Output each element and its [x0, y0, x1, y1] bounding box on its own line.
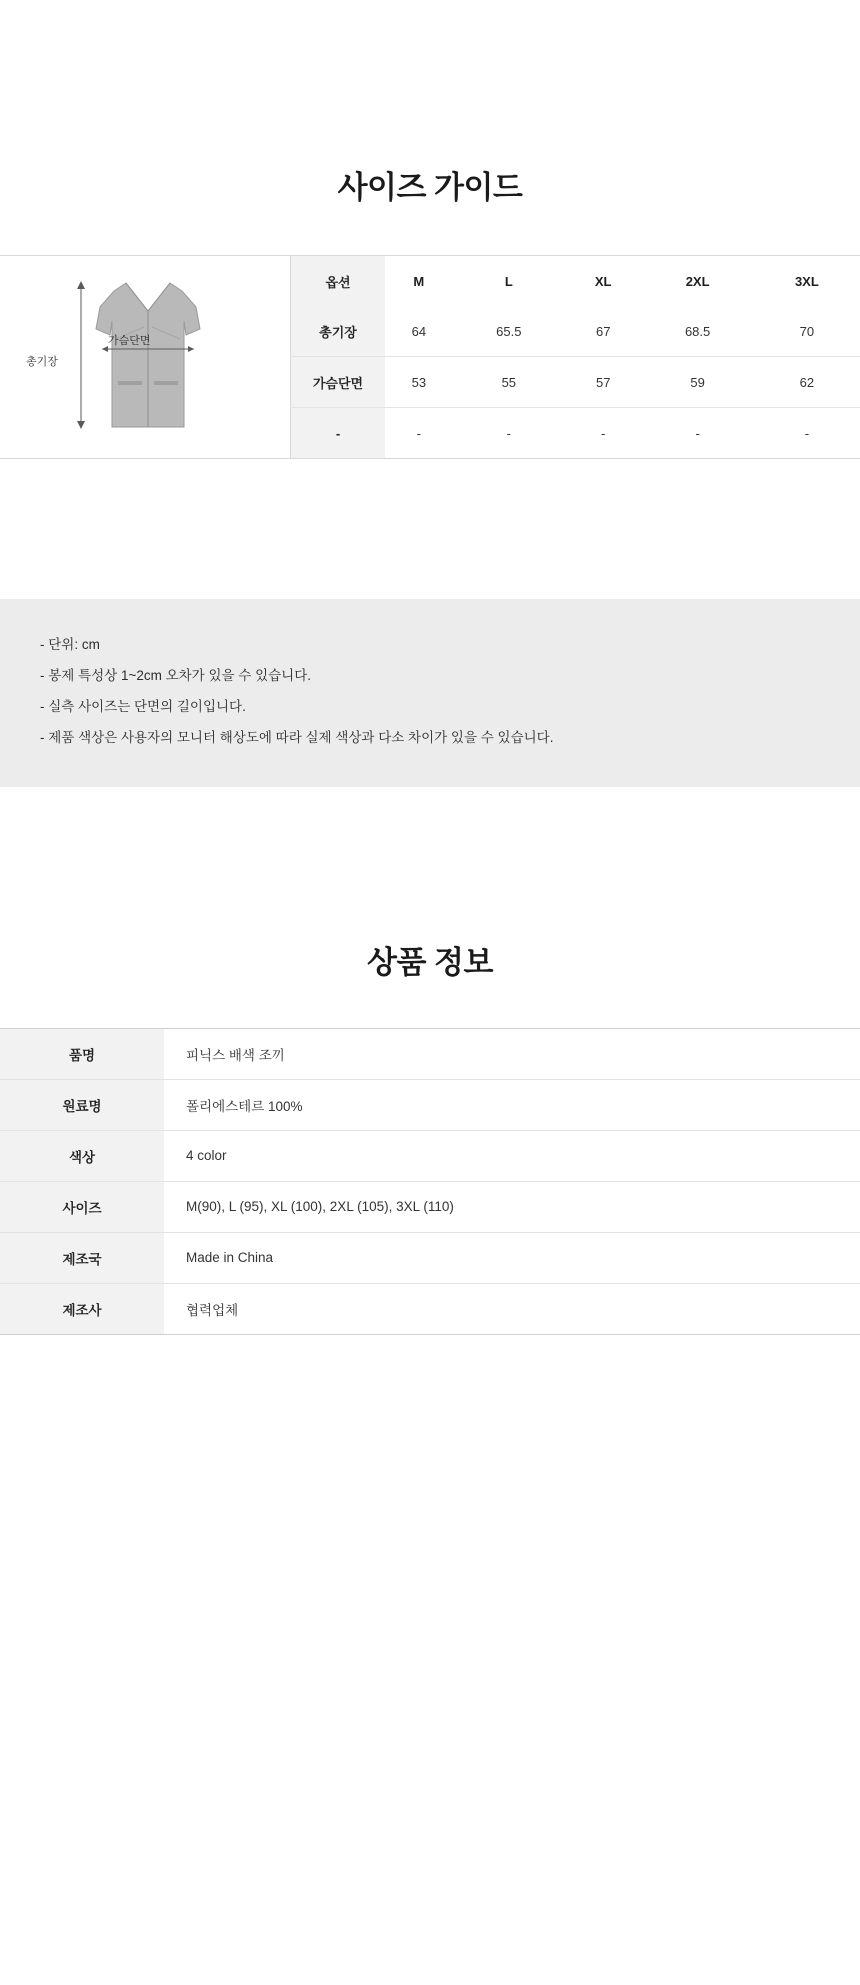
- size-table-option-header: 옵션: [291, 256, 386, 306]
- row-label-total-length: 총기장: [291, 306, 386, 357]
- info-label-color: 색상: [0, 1130, 164, 1181]
- size-col-l: L: [504, 273, 513, 289]
- cell-total-length-l: 65.5: [453, 306, 565, 357]
- garment-diagram: [0, 256, 290, 458]
- table-row: [0, 1181, 860, 1232]
- table-header-row: [291, 256, 860, 306]
- cell-empty-2xl: -: [695, 425, 700, 441]
- cell-total-length-2xl: 68.5: [641, 306, 753, 357]
- cell-chest-width-xl: 57: [565, 357, 642, 408]
- size-col-2xl: 2XL: [685, 273, 710, 289]
- total-length-label: 총기장: [26, 356, 58, 368]
- note-item: - 단위: cm: [40, 637, 100, 652]
- product-info-table: [0, 1028, 860, 1335]
- cell-empty-3xl: -: [804, 425, 810, 441]
- size-notes-box: [0, 599, 860, 787]
- info-value-material: 폴리에스테르 100%: [164, 1079, 860, 1130]
- cell-chest-width-2xl: 59: [641, 357, 753, 408]
- cell-chest-width-l: 55: [453, 357, 565, 408]
- cell-total-length-3xl: 70: [754, 306, 860, 357]
- info-value-manufacturer: 협력업체: [186, 1302, 239, 1318]
- size-col-m: M: [413, 273, 425, 289]
- row-label-empty: -: [291, 408, 386, 459]
- table-row: [0, 1130, 860, 1181]
- info-value-size: M(90), L (95), XL (100), 2XL (105), 3XL (110): [164, 1181, 860, 1232]
- cell-empty-xl: -: [601, 425, 606, 441]
- table-row: [0, 1079, 860, 1130]
- info-label-country: 제조국: [0, 1232, 164, 1283]
- note-item: - 봉제 특성상 1~2cm 오차가 있을 수 있습니다.: [40, 667, 312, 683]
- size-col-xl: XL: [594, 273, 612, 289]
- cell-total-length-xl: 67: [565, 306, 642, 357]
- row-label-chest-width: 가슴단면: [291, 357, 386, 408]
- cell-total-length-m: 64: [385, 306, 453, 357]
- cell-empty-l: -: [506, 425, 511, 441]
- size-table: [290, 256, 860, 458]
- cell-chest-width-m: 53: [385, 357, 453, 408]
- table-row: [291, 306, 860, 357]
- info-value-country: Made in China: [164, 1232, 860, 1283]
- size-guide-title: 사이즈 가이드: [337, 170, 523, 205]
- chest-width-label: 가슴단면: [108, 335, 151, 347]
- size-guide-section: [0, 255, 860, 459]
- info-label-size: 사이즈: [0, 1181, 164, 1232]
- info-label-product-name: 품명: [0, 1028, 164, 1079]
- vest-illustration: [92, 277, 204, 437]
- info-label-manufacturer: 제조사: [0, 1283, 164, 1334]
- note-item: - 제품 색상은 사용자의 모니터 해상도에 따라 실제 색상과 다소 차이가 있을 수 있습니다.: [40, 729, 554, 745]
- note-item: - 실측 사이즈는 단면의 길이입니다.: [40, 698, 246, 714]
- table-row: [0, 1028, 860, 1079]
- product-info-title: 상품 정보: [367, 944, 493, 980]
- info-value-color: 4 color: [164, 1130, 860, 1181]
- info-value-product-name: 피닉스 배색 조끼: [164, 1028, 860, 1079]
- cell-chest-width-3xl: 62: [754, 357, 860, 408]
- length-measure-bracket: [74, 279, 88, 431]
- table-row: [0, 1232, 860, 1283]
- info-label-material: 원료명: [0, 1079, 164, 1130]
- table-row: [291, 408, 860, 459]
- size-col-3xl: 3XL: [794, 273, 819, 289]
- table-row: [291, 357, 860, 408]
- table-row: [0, 1283, 860, 1334]
- cell-empty-m: -: [416, 425, 422, 441]
